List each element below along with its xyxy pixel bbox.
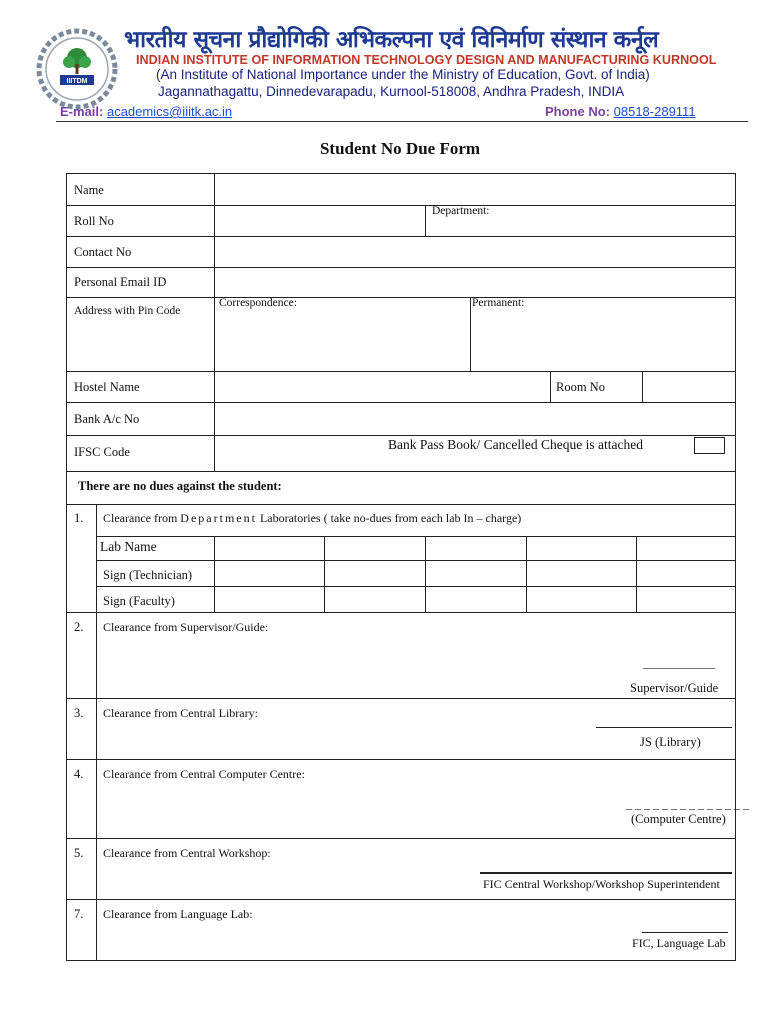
institute-subtitle: (An Institute of National Importance under the Ministry of Education, Govt. of India) xyxy=(156,67,650,82)
hostel-field[interactable] xyxy=(215,372,549,402)
institute-name-english: INDIAN INSTITUTE OF INFORMATION TECHNOLOGY DESIGN AND MANUFACTURING KURNOOL xyxy=(136,53,717,67)
correspondence-field[interactable] xyxy=(215,312,469,370)
row-divider xyxy=(66,698,736,699)
email-link[interactable]: academics@iiitk.ac.in xyxy=(106,104,233,119)
signatory-label: FIC, Language Lab xyxy=(632,936,726,950)
row-divider xyxy=(96,560,736,561)
email-label: E-mail: xyxy=(60,104,104,119)
ifsc-field[interactable] xyxy=(215,436,385,471)
col-divider xyxy=(425,536,426,612)
col-divider xyxy=(324,536,325,612)
row-divider xyxy=(66,838,736,839)
clearance-number: 2. xyxy=(74,620,84,634)
permanent-label: Permanent: xyxy=(472,297,525,309)
room-no-field[interactable] xyxy=(643,372,735,402)
row-divider xyxy=(96,586,736,587)
clearance-title: Clearance from Central Library: xyxy=(103,706,258,720)
department-field[interactable] xyxy=(426,220,735,236)
hostel-label: Hostel Name xyxy=(74,380,140,394)
department-label: Department: xyxy=(432,205,490,217)
phone-link[interactable]: 08518-289111 xyxy=(613,104,696,119)
room-no-label: Room No xyxy=(556,380,605,394)
row-divider xyxy=(66,612,736,613)
email-line xyxy=(60,104,232,119)
signatory-label: FIC Central Workshop/Workshop Superintendent xyxy=(483,877,720,891)
bank-account-field[interactable] xyxy=(215,403,735,435)
passbook-checkbox[interactable] xyxy=(694,437,725,454)
clearance-suffix: Laboratories ( take no-dues from each lab In – charge) xyxy=(256,511,522,525)
email-id-label: Personal Email ID xyxy=(74,275,167,289)
phone-label: Phone No: xyxy=(545,104,610,119)
lab-name-label: Lab Name xyxy=(100,539,157,554)
col-divider xyxy=(96,504,97,961)
clearance-number: 5. xyxy=(74,846,84,860)
signature-line xyxy=(480,872,732,874)
col-divider xyxy=(550,371,551,402)
row-divider xyxy=(66,435,736,436)
row-divider xyxy=(96,536,736,537)
bank-account-label: Bank A/c No xyxy=(74,412,140,426)
name-label: Name xyxy=(74,183,104,197)
permanent-field[interactable] xyxy=(471,312,735,370)
clearance-department: Department xyxy=(180,511,257,525)
col-divider xyxy=(214,536,215,612)
signatory-label: (Computer Centre) xyxy=(631,812,726,826)
roll-no-label: Roll No xyxy=(74,214,114,228)
signature-line xyxy=(596,727,732,728)
clearance-number: 1. xyxy=(74,511,84,525)
clearance-title: Clearance from Language Lab: xyxy=(103,907,253,921)
roll-no-field[interactable] xyxy=(215,206,424,236)
clearance-prefix: Clearance from xyxy=(103,511,181,525)
col-divider xyxy=(526,536,527,612)
email-id-field[interactable] xyxy=(215,268,735,297)
clearance-title: Clearance from Supervisor/Guide: xyxy=(103,620,269,634)
signature-dash: ____________ xyxy=(643,656,715,670)
clearance-title: Clearance from Central Computer Centre: xyxy=(103,767,305,781)
row-divider xyxy=(66,297,736,298)
contact-no-label: Contact No xyxy=(74,245,132,259)
signature-dash: _ _ _ _ _ _ _ _ _ _ _ _ _ _ xyxy=(626,797,749,811)
signatory-label: JS (Library) xyxy=(640,735,701,749)
contact-no-field[interactable] xyxy=(215,237,735,267)
svg-text:IIITDM: IIITDM xyxy=(66,78,88,85)
form-title: Student No Due Form xyxy=(319,139,481,158)
signatory-label: Supervisor/Guide xyxy=(630,681,719,695)
row-divider xyxy=(66,504,736,505)
institute-address: Jagannathagattu, Dinnedevarapadu, Kurnool-518008, Andhra Pradesh, INDIA xyxy=(158,84,625,99)
clearance-title: Clearance from Central Workshop: xyxy=(103,846,271,860)
phone-line xyxy=(545,104,696,119)
clearance-number: 3. xyxy=(74,706,84,720)
institute-logo xyxy=(36,28,118,110)
signature-line xyxy=(642,932,728,933)
sign-technician-label: Sign (Technician) xyxy=(103,568,193,582)
header-divider xyxy=(56,121,748,122)
institute-name-hindi: भारतीय सूचना प्रौद्योगिकी अभिकल्पना एवं विनिर्माण संस्थान कर्नूल xyxy=(124,27,659,53)
address-label: Address with Pin Code xyxy=(74,305,181,317)
name-field[interactable] xyxy=(215,174,735,205)
row-divider xyxy=(66,899,736,900)
correspondence-label: Correspondence: xyxy=(219,297,297,309)
sign-faculty-label: Sign (Faculty) xyxy=(103,594,175,608)
clearance-number: 4. xyxy=(74,767,84,781)
ifsc-label: IFSC Code xyxy=(74,445,130,459)
clearance-title xyxy=(103,511,521,526)
passbook-label: Bank Pass Book/ Cancelled Cheque is attached xyxy=(388,437,643,452)
col-divider xyxy=(636,536,637,612)
row-divider xyxy=(66,471,736,472)
row-divider xyxy=(66,759,736,760)
no-dues-heading: There are no dues against the student: xyxy=(78,479,282,493)
clearance-number: 7. xyxy=(74,907,84,921)
